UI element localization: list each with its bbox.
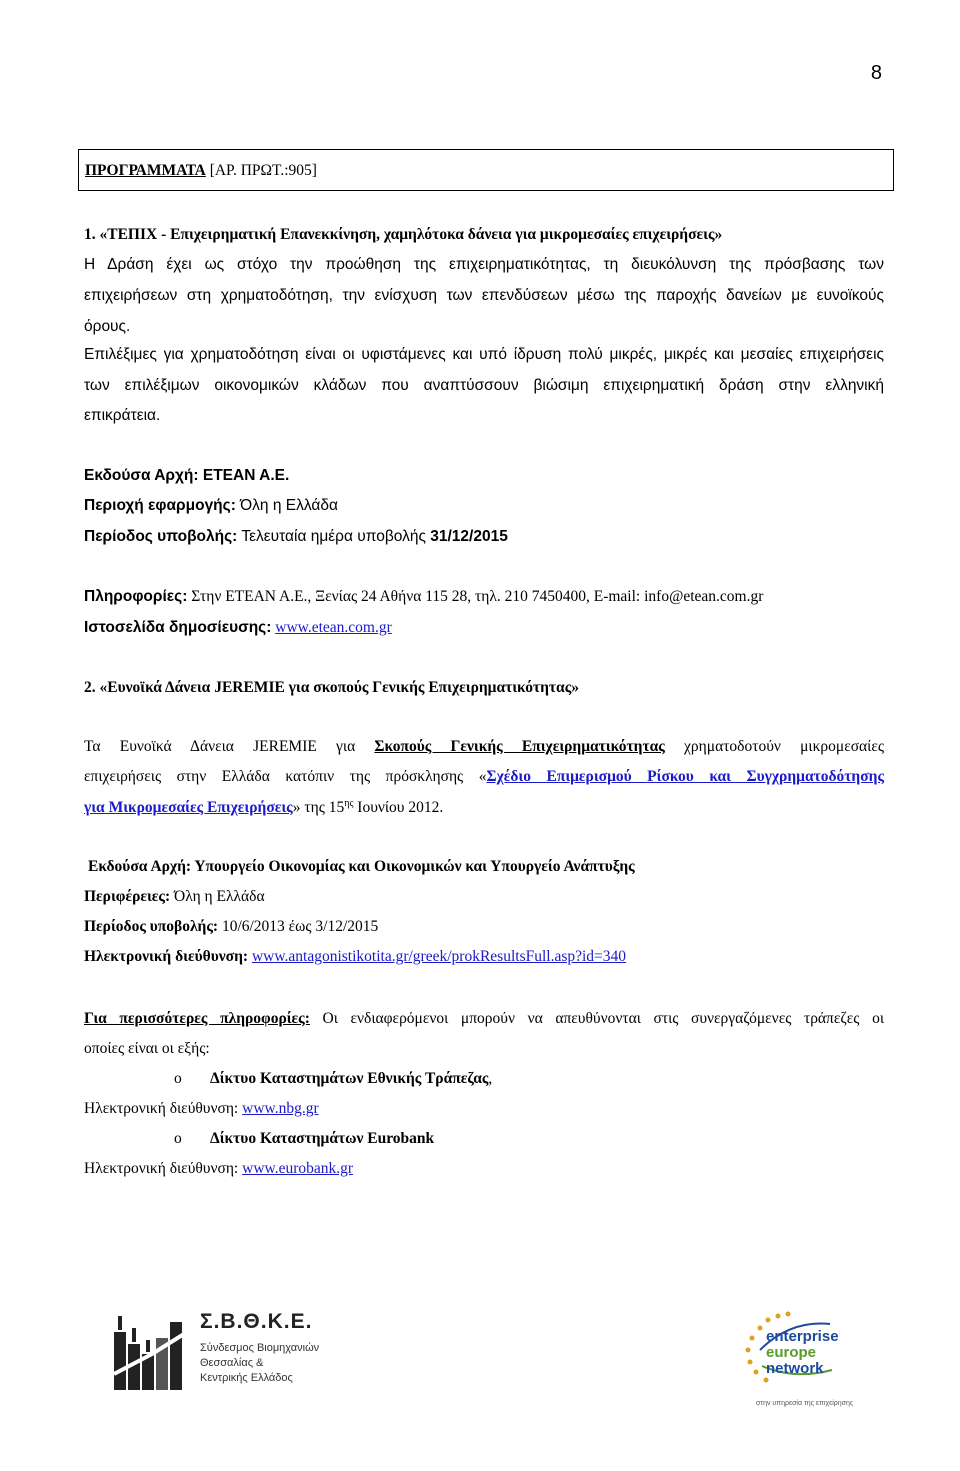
s2-authority-value: Υπουργείο Οικονομίας και Οικονομικών και Υπουργείο Ανάπτυξης: [191, 858, 635, 875]
s2-more-value: Οι ενδιαφερόμενοι μπορούν να απευθύνονται στις συνεργαζόμενες τράπεζες οι: [309, 1010, 884, 1027]
header-protocol: [ΑΡ. ΠΡΩΤ.:905]: [205, 162, 317, 179]
s2-regions-label: Περιφέρειες:: [84, 888, 171, 905]
header-box: [78, 149, 894, 191]
s2-authority-label: Εκδούσα Αρχή:: [88, 858, 192, 875]
section2-para-line2: [84, 768, 884, 786]
website-label: Ιστοσελίδα δημοσίευσης:: [84, 619, 272, 636]
s2-call-link-1[interactable]: Σχέδιο Επιμερισμού Ρίσκου και Συγχρηματοδότησης: [486, 768, 885, 785]
bank2-bullet: o: [174, 1130, 182, 1147]
section1-para2-line1: Επιλέξιμες για χρηματοδότηση είναι οι υφιστάμενες και υπό ίδρυση πολύ μικρές, μικρές και μεσαίες επιχειρήσεις: [84, 346, 884, 363]
section1-authority: Εκδούσα Αρχή: ΕΤΕΑΝ Α.Ε.: [84, 467, 290, 484]
een-logo: [740, 1310, 880, 1420]
s2-url-label: Ηλεκτρονική διεύθυνση:: [84, 948, 249, 965]
section1-para2-line2: των επιλέξιμων οικονομικών κλάδων που αναπτύσσουν βιώσιμη επιχειρηματική δράση στην ελληνική: [84, 377, 884, 394]
section1-info: [84, 588, 763, 606]
section2-more-info: [84, 1010, 884, 1028]
sbbke-logo: [112, 1310, 322, 1400]
section1-area: [84, 497, 338, 515]
section2-period: [84, 918, 378, 936]
s2-period-value: 10/6/2013 έως 3/12/2015: [218, 918, 379, 935]
bank2-url-link[interactable]: www.eurobank.gr: [242, 1160, 354, 1177]
section2-heading: 2. «Ευνοϊκά Δάνεια JEREMIE για σκοπούς Γενικής Επιχειρηματικότητας»: [84, 679, 579, 696]
period-label: Περίοδος υποβολής:: [84, 528, 238, 545]
sbbke-title: Σ.Β.Θ.Κ.Ε.: [200, 1310, 313, 1333]
section2-para-line1: [84, 738, 884, 756]
een-tagline: στην υπηρεσία της επιχείρησης: [756, 1400, 854, 1407]
sbbke-emblem-icon: [112, 1314, 192, 1392]
section1-para1-line1: Η Δράση έχει ως στόχο την προώθηση της επιχειρηματικότητας, τη διευκόλυνση της πρόσβασης των: [84, 256, 884, 273]
een-line3: network: [766, 1360, 824, 1377]
page-number: 8: [870, 62, 882, 84]
s2-call-link-2[interactable]: για Μικρομεσαίες Επιχειρήσεις: [84, 799, 293, 817]
info-value: Στην ΕΤΕΑΝ Α.Ε., Ξενίας 24 Αθήνα 115 28, τηλ. 210 7450400, E-mail: info@etean.com.gr: [187, 588, 764, 605]
section1-para1-line2: επιχειρήσεων στη χρηματοδότηση, την ενίσχυση των επενδύσεων μέσω της παροχής δανείων με ευνοϊκούς: [84, 287, 884, 304]
section1-website: [84, 619, 392, 637]
section2-para-line3: [84, 798, 443, 817]
section1-para2-line3: επικράτεια.: [84, 407, 161, 424]
bank1-url-line: [84, 1100, 319, 1118]
s2-regions-value: Όλη η Ελλάδα: [170, 888, 265, 905]
bank1-url-link[interactable]: www.nbg.gr: [242, 1100, 319, 1117]
sbbke-line3: Κεντρικής Ελλάδος: [200, 1372, 293, 1384]
s2-p-b: Σκοπούς Γενικής Επιχειρηματικότητας: [374, 738, 665, 755]
section2-more-line2: οποίες είναι οι εξής:: [84, 1040, 210, 1057]
bank1-item: [210, 1070, 492, 1088]
period-value: Τελευταία ημέρα υποβολής: [237, 528, 431, 545]
section2-url: [84, 948, 626, 966]
info-label: Πληροφορίες:: [84, 588, 188, 605]
s2-line3-c: Ιουνίου 2012.: [353, 799, 444, 817]
s2-period-label: Περίοδος υποβολής:: [84, 918, 219, 935]
s2-p-c: χρηματοδοτούν μικρομεσαίες: [664, 738, 884, 755]
header-title: ΠΡΟΓΡΑΜΜΑΤΑ: [85, 162, 206, 179]
bank1-suffix: ,: [488, 1070, 493, 1087]
period-date: 31/12/2015: [430, 528, 508, 545]
s2-line2-a: επιχειρήσεις στην Ελλάδα κατόπιν της πρόσκλησης «: [84, 768, 487, 785]
website-link[interactable]: www.etean.com.gr: [275, 619, 392, 636]
section2-authority: [88, 858, 635, 876]
area-label: Περιοχή εφαρμογής:: [84, 497, 236, 514]
header-text: [85, 162, 317, 180]
section1-heading: 1. «ΤΕΠΙΧ - Επιχειρηματική Επανεκκίνηση, χαμηλότοκα δάνεια για μικρομεσαίες επιχειρήσεις»: [84, 226, 723, 243]
bank1-url-label: Ηλεκτρονική διεύθυνση:: [84, 1100, 243, 1117]
s2-line3-sup: ης: [344, 798, 354, 809]
section2-regions: [84, 888, 265, 906]
s2-url-link[interactable]: www.antagonistikotita.gr/greek/prokResultsFull.asp?id=340: [251, 948, 627, 965]
area-value: Όλη η Ελλάδα: [235, 497, 338, 514]
bank2-url-line: [84, 1160, 353, 1178]
section1-period: [84, 528, 508, 546]
sbbke-line2: Θεσσαλίας &: [200, 1357, 264, 1369]
s2-more-label: Για περισσότερες πληροφορίες:: [84, 1010, 310, 1027]
section1-para1-line3: όρους.: [84, 318, 131, 335]
een-line1: enterprise: [766, 1328, 839, 1345]
een-line2: europe: [766, 1344, 817, 1361]
s2-p-a: Τα Ευνοϊκά Δάνεια JEREMIE για: [84, 738, 375, 755]
bank1-bullet: o: [174, 1070, 182, 1087]
bank2-url-label: Ηλεκτρονική διεύθυνση:: [84, 1160, 243, 1177]
bank2-name: Δίκτυο Καταστημάτων Eurobank: [210, 1130, 435, 1147]
s2-line3-b: » της 15: [292, 799, 345, 817]
bank1-name: Δίκτυο Καταστημάτων Εθνικής Τράπεζας: [210, 1070, 489, 1087]
sbbke-line1: Σύνδεσμος Βιομηχανιών: [200, 1342, 320, 1354]
